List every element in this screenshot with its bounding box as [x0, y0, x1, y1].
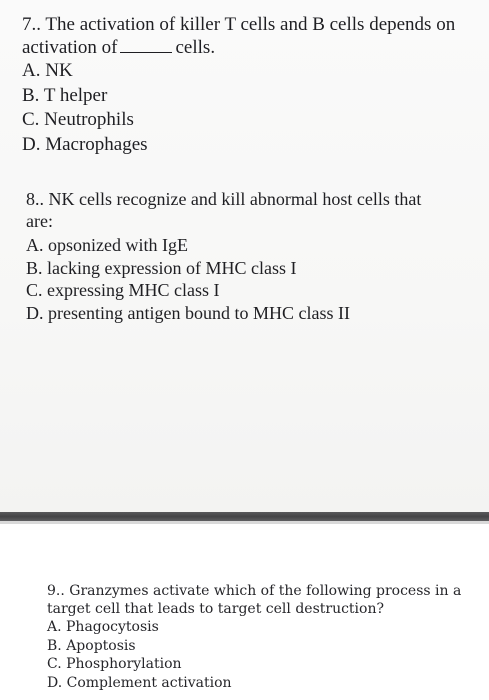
- question-8-option-c: C. expressing MHC class I: [26, 280, 220, 300]
- question-8-option-d: D. presenting antigen bound to MHC class II: [26, 302, 350, 323]
- question-7-option-a: A. NK: [22, 60, 73, 81]
- question-7-stem-line-2: [22, 36, 455, 59]
- question-9-option-b: B. Apoptosis: [47, 637, 136, 654]
- question-7-option-c: C. Neutrophils: [22, 109, 134, 130]
- question-7-stem-line-1: 7.. The activation of killer T cells and B cells depends on: [22, 14, 456, 35]
- question-7-option-d: D. Macrophages: [22, 133, 148, 155]
- question-9-option-a: A. Phagocytosis: [47, 619, 159, 635]
- question-8-option-b: B. lacking expression of MHC class I: [26, 257, 297, 278]
- question-8-option-a: A. opsonized with IgE: [26, 235, 188, 255]
- question-9-option-d: D. Complement activation: [47, 674, 232, 691]
- question-8-stem-line-1: 8.. NK cells recognize and kill abnormal host cells that: [26, 189, 422, 209]
- page-divider: [0, 512, 489, 521]
- question-7-option-b: B. T helper: [22, 84, 108, 106]
- question-9: [47, 582, 461, 692]
- question-7-stem-before-blank: activation of: [22, 37, 118, 58]
- question-8: [26, 188, 421, 324]
- question-7: [22, 13, 455, 157]
- question-9-option-c: C. Phosphorylation: [47, 656, 182, 672]
- question-8-stem-line-2: are:: [26, 211, 53, 231]
- question-9-stem-line-2: target cell that leads to target cell destruction?: [47, 601, 384, 617]
- question-7-stem-after-blank: cells.: [175, 37, 216, 58]
- question-9-stem-line-1: 9.. Granzymes activate which of the following process in a: [47, 583, 462, 599]
- fill-in-blank: [120, 38, 172, 53]
